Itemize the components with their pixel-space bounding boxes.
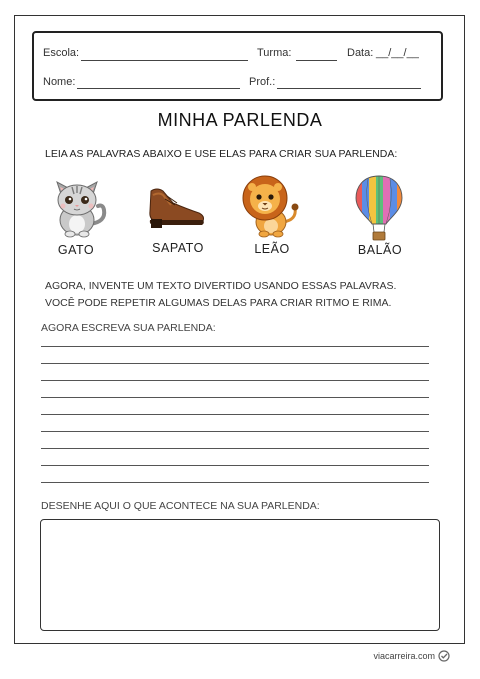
- writing-line[interactable]: [41, 465, 429, 466]
- check-badge-icon: [438, 650, 450, 662]
- shoe-icon: [147, 183, 207, 231]
- cat-icon: [46, 172, 108, 238]
- school-label: Escola:: [43, 47, 80, 59]
- word-label-leao: LEÃO: [254, 242, 290, 256]
- word-label-gato: GATO: [57, 243, 95, 257]
- teacher-label: Prof.:: [249, 76, 276, 88]
- header-box: [32, 31, 443, 101]
- writing-line[interactable]: [41, 380, 429, 381]
- word-label-balao: BALÃO: [357, 243, 403, 257]
- footer-text: viacarreira.com: [373, 651, 435, 661]
- paragraph-line-1: AGORA, INVENTE UM TEXTO DIVERTIDO USANDO ESSAS PALAVRAS.: [45, 280, 397, 292]
- class-label: Turma:: [257, 47, 292, 59]
- paragraph-line-2: VOCÊ PODE REPETIR ALGUMAS DELAS PARA CRIAR RITMO E RIMA.: [45, 297, 392, 309]
- school-field[interactable]: [81, 60, 248, 61]
- instruction-text: LEIA AS PALAVRAS ABAIXO E USE ELAS PARA CRIAR SUA PARLENDA:: [45, 148, 398, 160]
- teacher-field[interactable]: [277, 88, 421, 89]
- writing-line[interactable]: [41, 448, 429, 449]
- date-label: Data:: [347, 47, 374, 59]
- writing-line[interactable]: [41, 482, 429, 483]
- date-field[interactable]: __/__/__: [376, 47, 419, 59]
- name-field[interactable]: [77, 88, 240, 89]
- name-label: Nome:: [43, 76, 76, 88]
- hot-air-balloon-icon: [354, 174, 404, 242]
- writing-line[interactable]: [41, 363, 429, 364]
- writing-line[interactable]: [41, 431, 429, 432]
- page-title: MINHA PARLENDA: [157, 110, 323, 130]
- lion-icon: [237, 172, 301, 238]
- word-label-sapato: SAPATO: [152, 241, 204, 255]
- writing-line[interactable]: [41, 346, 429, 347]
- drawing-box[interactable]: [40, 519, 440, 631]
- write-section-label: AGORA ESCREVA SUA PARLENDA:: [41, 322, 216, 334]
- writing-line[interactable]: [41, 397, 429, 398]
- class-field[interactable]: [296, 60, 337, 61]
- writing-line[interactable]: [41, 414, 429, 415]
- footer: [373, 650, 450, 662]
- draw-section-label: DESENHE AQUI O QUE ACONTECE NA SUA PARLENDA:: [41, 500, 320, 512]
